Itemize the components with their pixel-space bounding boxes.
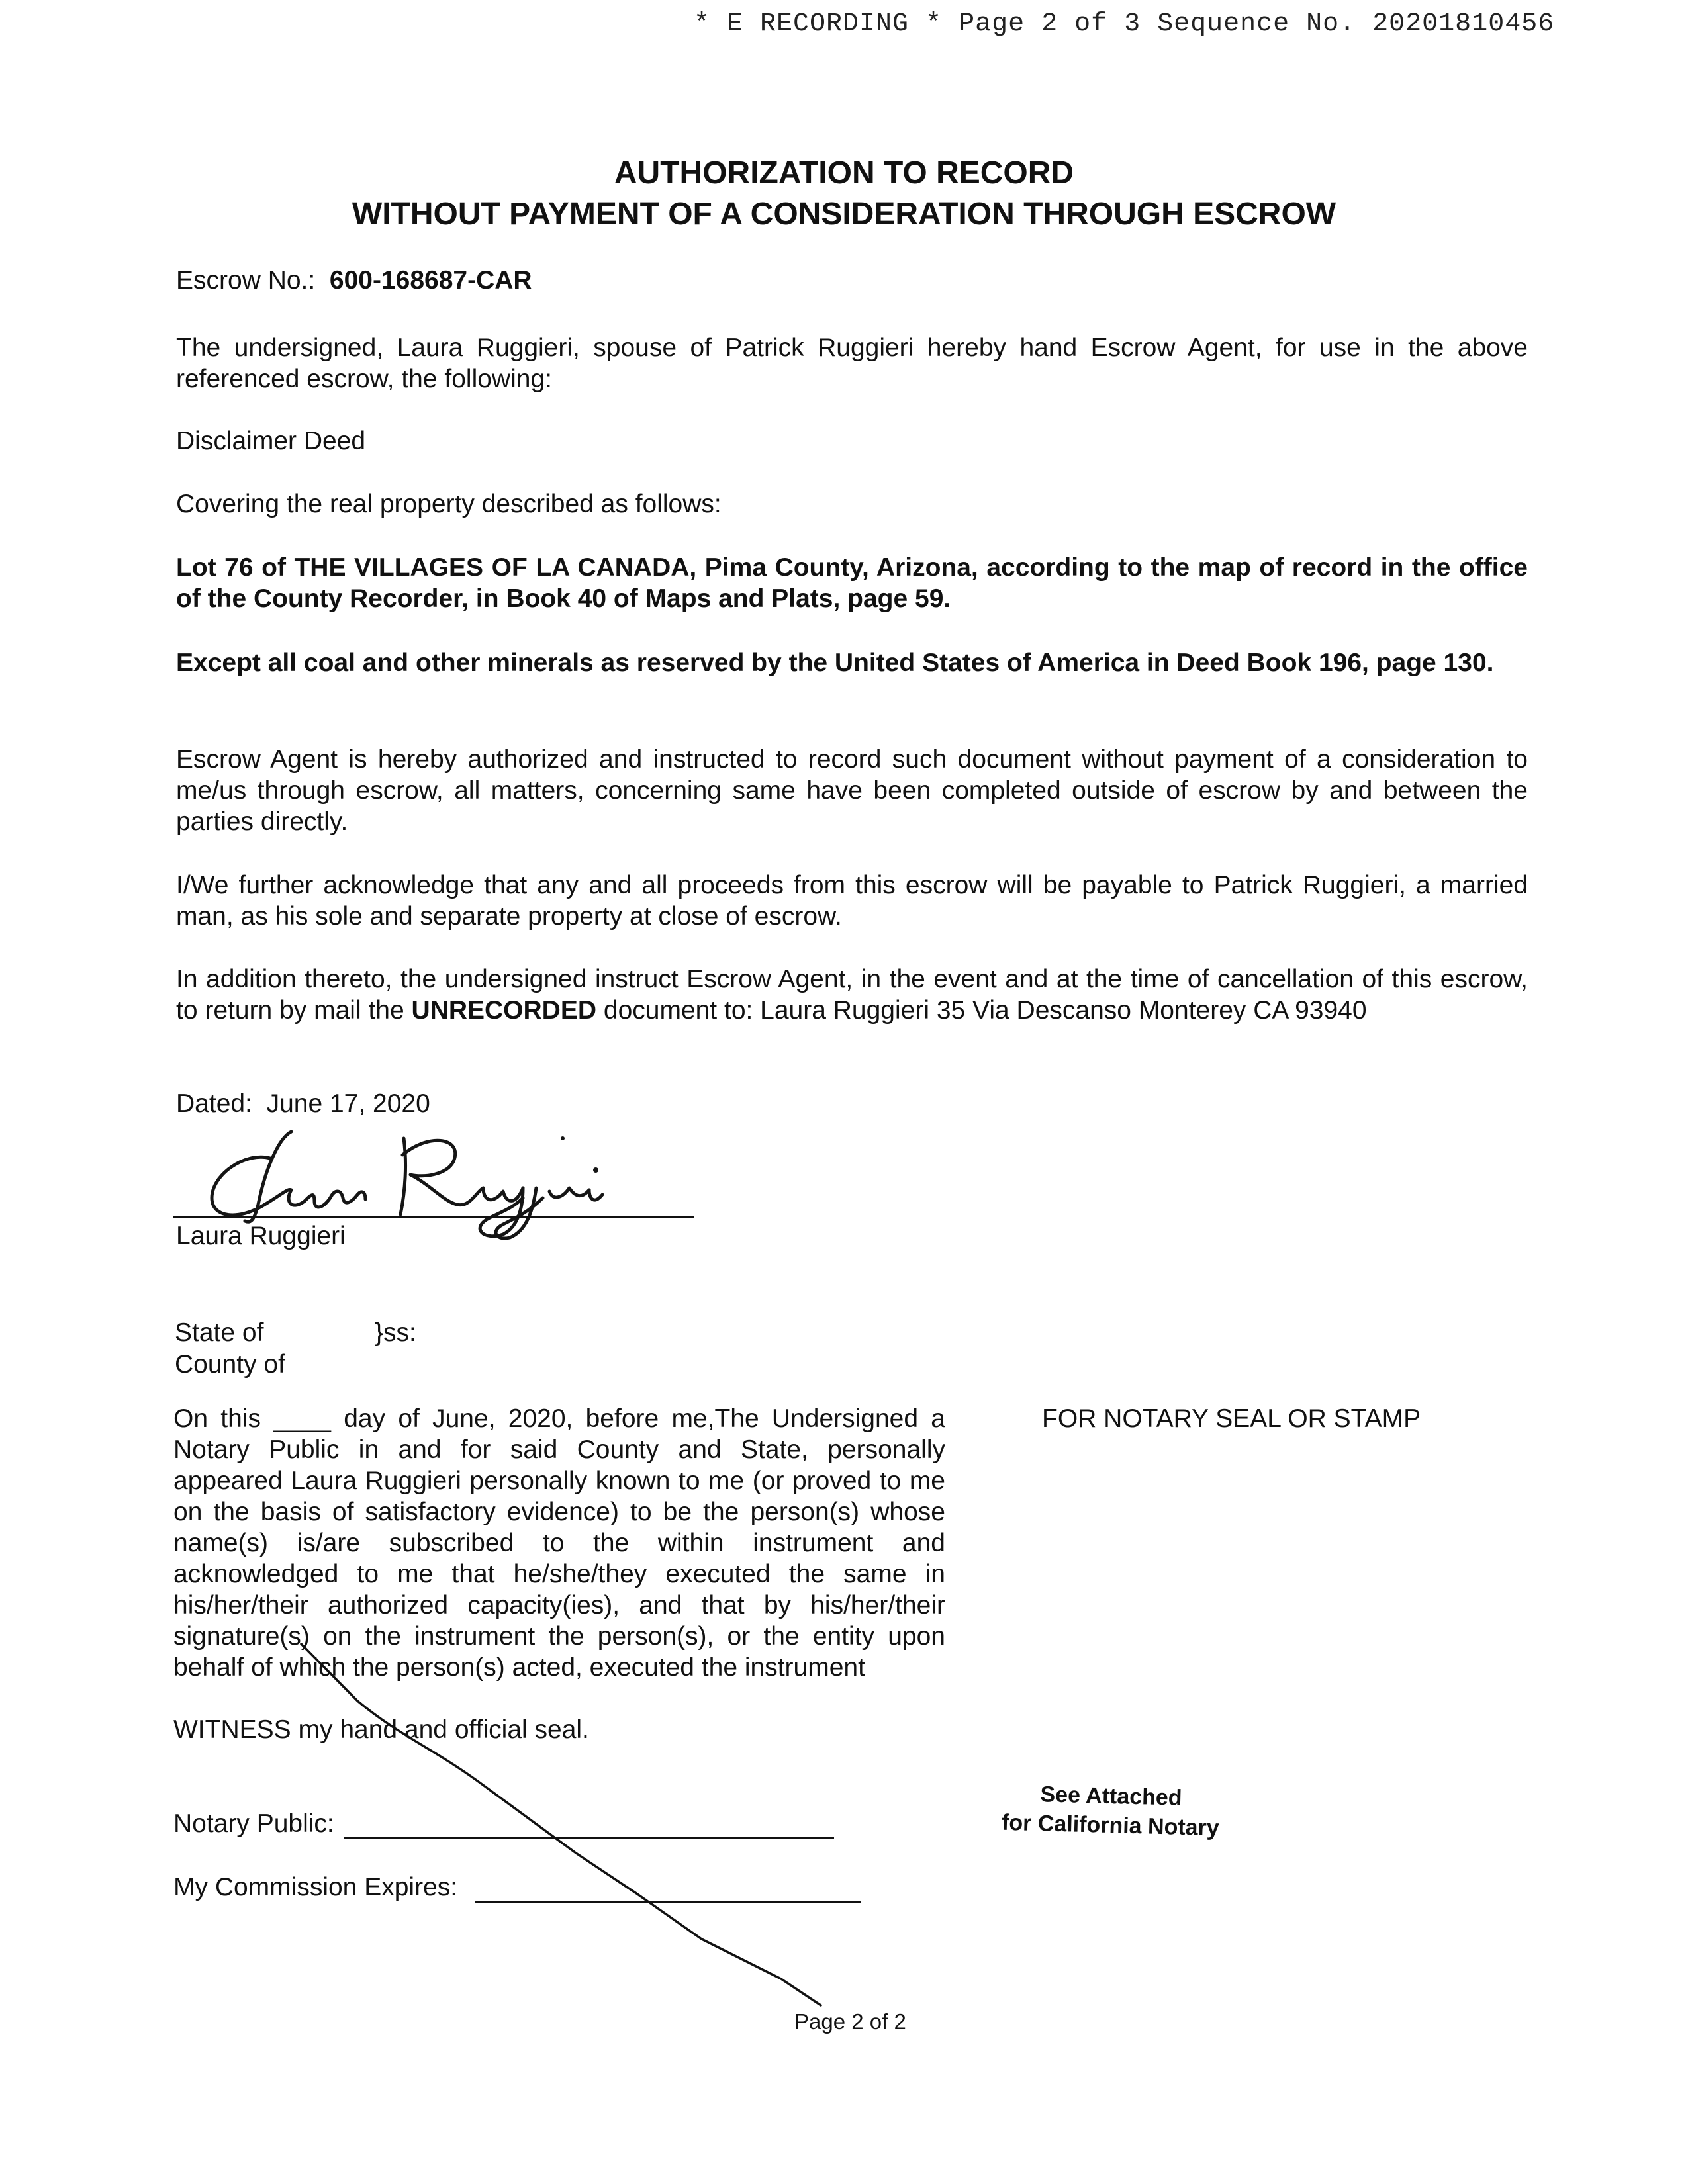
authorization-paragraph: Escrow Agent is hereby authorized and instructed to record such document without payment of a consideration to me/us through escrow, all matters, concerning same have been completed outside of escrow by and between the parties directly. bbox=[176, 745, 1528, 836]
commission-expires-label: My Commission Expires: bbox=[173, 1873, 458, 1901]
witness-line: WITNESS my hand and official seal. bbox=[173, 1715, 589, 1744]
escrow-number: 600-168687-CAR bbox=[329, 266, 532, 295]
acknowledge-paragraph: I/We further acknowledge that any and all proceeds from this escrow will be payable to Patrick Ruggieri, a married man, as his sole and separate property at close of escrow. bbox=[176, 871, 1528, 931]
notary-seal-label: FOR NOTARY SEAL OR STAMP bbox=[1042, 1404, 1421, 1433]
ss-label: }ss: bbox=[375, 1318, 416, 1347]
see-attached-line-1: See Attached bbox=[1040, 1782, 1183, 1811]
county-of-label: County of bbox=[175, 1350, 285, 1379]
recording-header: * E RECORDING * Page 2 of 3 Sequence No. 20201810456 bbox=[694, 9, 1555, 39]
signer-printed-name: Laura Ruggieri bbox=[176, 1222, 346, 1250]
dated-value: June 17, 2020 bbox=[266, 1089, 430, 1118]
document-title-line-1: AUTHORIZATION TO RECORD bbox=[614, 156, 1074, 191]
document-type: Disclaimer Deed bbox=[176, 427, 366, 455]
legal-description: Lot 76 of THE VILLAGES OF LA CANADA, Pima County, Arizona, according to the map of record in the office of the County Recorder, in Book 40 of Maps and Plats, page 59. bbox=[176, 553, 1528, 613]
see-attached-line-2: for California Notary bbox=[1001, 1809, 1220, 1841]
state-of-label: State of bbox=[175, 1318, 264, 1347]
unrecorded-emphasis: UNRECORDED bbox=[411, 996, 597, 1024]
document-title-line-2: WITHOUT PAYMENT OF A CONSIDERATION THROUGH ESCROW bbox=[352, 197, 1336, 232]
escrow-label: Escrow No.: bbox=[176, 266, 316, 295]
cancellation-text-pre: In addition thereto, the undersigned instruct Escrow Agent, in the event and at the time of cancellation of this escrow, to return by mail the bbox=[176, 965, 1528, 1024]
notary-acknowledgment: On this ____ day of June, 2020, before me,The Undersigned a Notary Public in and for said County and State, personally appeared Laura Ruggieri personally known to me (or proved to me on the basis of satisfactory evidence) to be the person(s) whose name(s) is/are subscribed to the within instrument and acknowledged to me that he/she/they executed the same in his/her/their authorized capacity(ies), and that by his/her/their signature(s) on the instrument the person(s), or the entity upon behalf of which the person(s) acted, executed the instrument bbox=[173, 1404, 945, 1682]
covering-paragraph: Covering the real property described as follows: bbox=[176, 490, 722, 518]
exception-paragraph: Except all coal and other minerals as reserved by the United States of America in Deed Book 196, page 130. bbox=[176, 649, 1494, 677]
notary-public-label: Notary Public: bbox=[173, 1809, 334, 1838]
intro-paragraph: The undersigned, Laura Ruggieri, spouse of Patrick Ruggieri hereby hand Escrow Agent, for use in the above referenced escrow, the following: bbox=[176, 334, 1528, 393]
cancellation-text-post: document to: Laura Ruggieri 35 Via Descanso Monterey CA 93940 bbox=[603, 996, 1367, 1024]
dated-label: Dated: bbox=[176, 1089, 252, 1118]
page-number: Page 2 of 2 bbox=[794, 2009, 906, 2034]
see-attached-stamp bbox=[984, 1778, 1237, 1843]
